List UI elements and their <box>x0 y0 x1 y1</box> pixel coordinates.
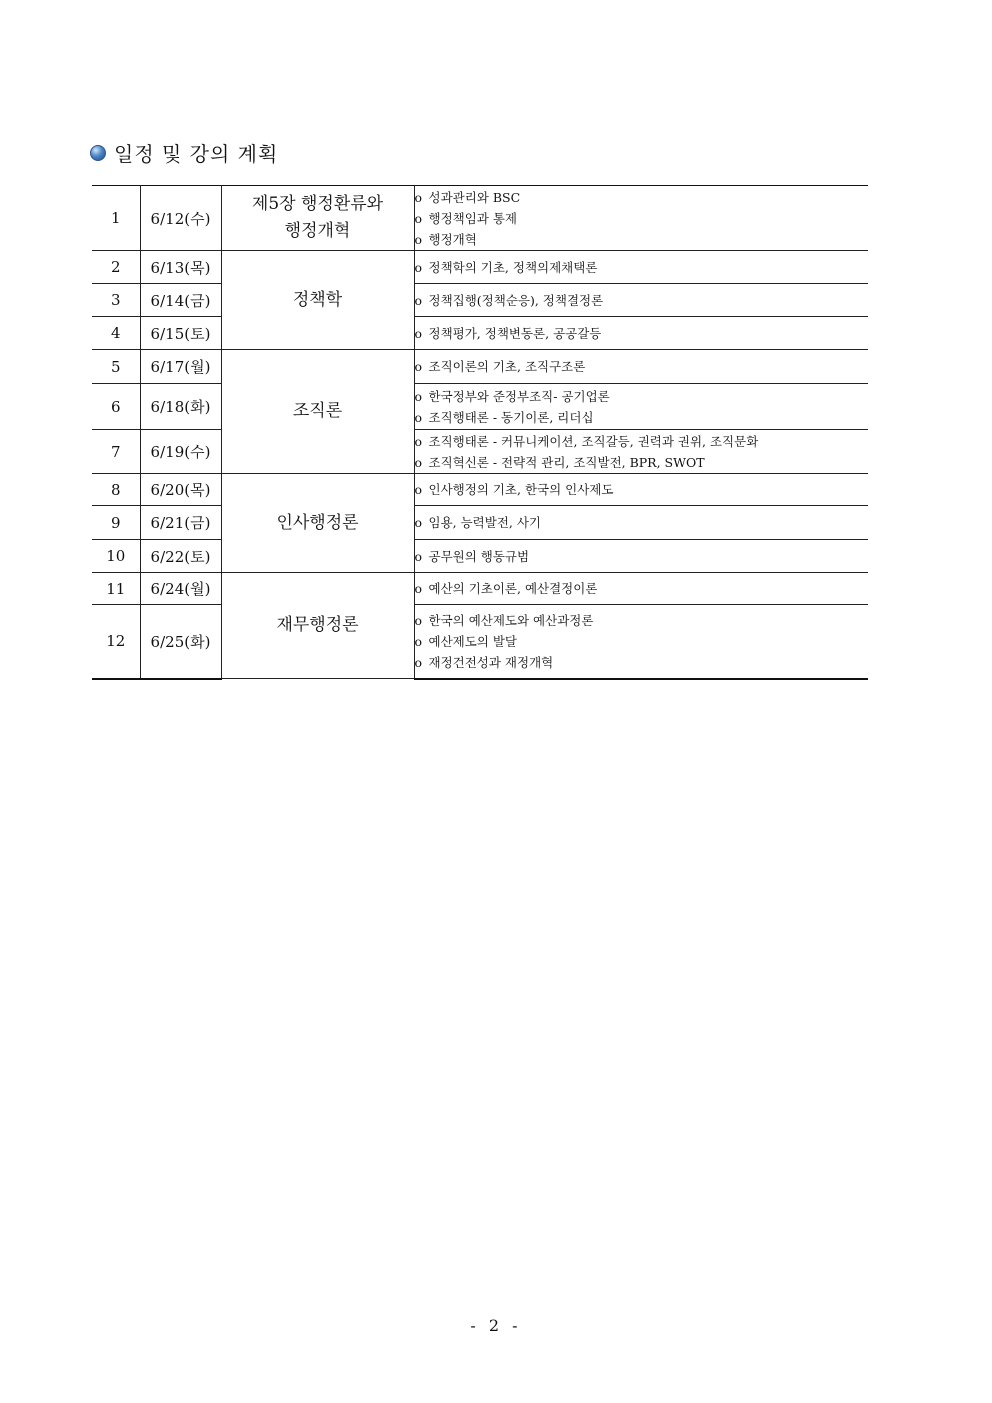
row-number: 9 <box>92 506 140 540</box>
content-cell <box>414 474 868 506</box>
table-row <box>92 540 868 573</box>
content-item: o 조직혁신론 - 전략적 관리, 조직발전, BPR, SWOT <box>414 454 705 470</box>
table-row <box>92 251 868 284</box>
row-date: 6/15(토) <box>140 317 221 350</box>
topic-cell: 조직론 <box>221 350 414 474</box>
row-number: 5 <box>92 350 140 384</box>
row-number: 1 <box>92 186 140 251</box>
content-cell <box>414 573 868 605</box>
content-cell <box>414 350 868 384</box>
content-item: o 공무원의 행동규범 <box>414 548 530 564</box>
content-item: o 예산제도의 발달 <box>414 633 517 649</box>
bullet-sphere-icon <box>90 145 106 161</box>
table-row <box>92 186 868 251</box>
content-cell <box>414 605 868 679</box>
topic-cell: 재무행정론 <box>221 573 414 679</box>
content-item: o 재정건전성과 재정개혁 <box>414 654 554 670</box>
section-title: 일정 및 강의 계획 <box>114 142 279 166</box>
table-row <box>92 350 868 384</box>
content-cell <box>414 430 868 474</box>
content-cell <box>414 506 868 540</box>
table-row <box>92 474 868 506</box>
row-date: 6/13(목) <box>140 251 221 284</box>
row-number: 11 <box>92 573 140 605</box>
row-date: 6/17(월) <box>140 350 221 384</box>
content-item: o 인사행정의 기초, 한국의 인사제도 <box>414 482 614 497</box>
row-date: 6/19(수) <box>140 430 221 474</box>
row-number: 10 <box>92 540 140 573</box>
row-number: 4 <box>92 317 140 350</box>
row-number: 3 <box>92 284 140 317</box>
table-row <box>92 430 868 474</box>
topic-cell: 인사행정론 <box>221 474 414 573</box>
row-number: 2 <box>92 251 140 284</box>
page-number: - 2 - <box>470 1316 522 1335</box>
content-item: o 조직행태론 - 동기이론, 리더십 <box>414 409 594 425</box>
content-item: o 행정책임과 통제 <box>414 210 517 226</box>
row-date: 6/18(화) <box>140 384 221 430</box>
content-cell <box>414 251 868 284</box>
content-cell <box>414 317 868 350</box>
content-item: o 조직이론의 기초, 조직구조론 <box>414 359 586 374</box>
row-number: 8 <box>92 474 140 506</box>
content-cell <box>414 284 868 317</box>
row-number: 12 <box>92 605 140 679</box>
row-date: 6/21(금) <box>140 506 221 540</box>
table-row <box>92 384 868 430</box>
table-row <box>92 506 868 540</box>
content-cell <box>414 186 868 251</box>
content-item: o 예산의 기초이론, 예산결정이론 <box>414 581 598 596</box>
content-item: o 임용, 능력발전, 사기 <box>414 515 541 530</box>
table-row <box>92 573 868 605</box>
row-date: 6/22(토) <box>140 540 221 573</box>
content-item: o 정책집행(정책순응), 정책결정론 <box>414 292 604 308</box>
content-item: o 행정개혁 <box>414 231 477 247</box>
content-item: o 정책평가, 정책변동론, 공공갈등 <box>414 325 602 341</box>
row-date: 6/14(금) <box>140 284 221 317</box>
row-number: 6 <box>92 384 140 430</box>
row-date: 6/24(월) <box>140 573 221 605</box>
content-item: o 성과관리와 BSC <box>414 189 521 205</box>
row-number: 7 <box>92 430 140 474</box>
content-item: o 정책학의 기초, 정책의제채택론 <box>414 259 598 275</box>
row-date: 6/20(목) <box>140 474 221 506</box>
table-row <box>92 284 868 317</box>
row-date: 6/25(화) <box>140 605 221 679</box>
table-row <box>92 605 868 679</box>
content-item: o 한국정부와 준정부조직- 공기업론 <box>414 388 610 404</box>
content-cell <box>414 540 868 573</box>
table-row <box>92 317 868 350</box>
content-item: o 조직행태론 - 커뮤니케이션, 조직갈등, 권력과 권위, 조직문화 <box>414 433 759 449</box>
schedule-table <box>92 185 868 680</box>
row-date: 6/12(수) <box>140 186 221 251</box>
topic-cell: 정책학 <box>221 251 414 350</box>
topic-cell: 제5장 행정환류와 행정개혁 <box>221 186 414 251</box>
content-item: o 한국의 예산제도와 예산과정론 <box>414 612 594 628</box>
content-cell <box>414 384 868 430</box>
section-heading <box>90 138 278 167</box>
